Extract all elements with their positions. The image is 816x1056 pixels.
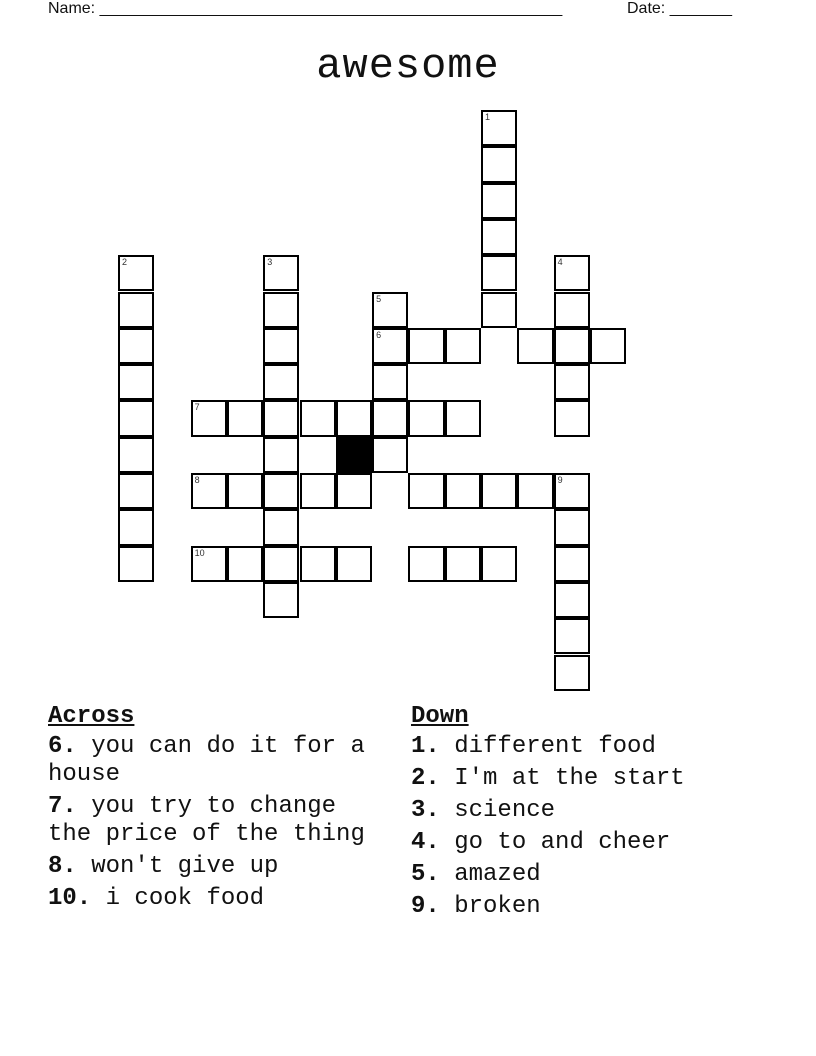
- grid-cell[interactable]: [554, 255, 590, 291]
- clue-number-label: 9: [557, 475, 563, 485]
- grid-cell[interactable]: [554, 364, 590, 400]
- grid-cell[interactable]: [554, 292, 590, 328]
- grid-cell[interactable]: [445, 328, 481, 364]
- grid-cell[interactable]: [300, 473, 336, 509]
- clue-number: 6.: [48, 733, 77, 760]
- down-clue-9: [411, 893, 771, 921]
- clue-number-label: 1: [485, 112, 491, 122]
- grid-cell[interactable]: [517, 328, 553, 364]
- clue-number-label: 2: [122, 257, 128, 268]
- grid-cell[interactable]: [408, 400, 444, 436]
- grid-cell[interactable]: [408, 473, 444, 509]
- clue-number: 10.: [48, 885, 92, 912]
- grid-cell[interactable]: [227, 546, 263, 582]
- clue-number: 1.: [411, 733, 440, 760]
- grid-cell[interactable]: [481, 473, 517, 509]
- grid-cell[interactable]: [554, 400, 590, 436]
- grid-cell[interactable]: [408, 328, 444, 364]
- down-clue-1: [411, 733, 771, 761]
- down-clue-2: [411, 765, 771, 793]
- across-clues: [48, 703, 393, 917]
- grid-cell[interactable]: [445, 400, 481, 436]
- grid-cell[interactable]: [263, 546, 299, 582]
- grid-cell[interactable]: [481, 183, 517, 219]
- clue-number: 4.: [411, 829, 440, 856]
- clue-number: 8.: [48, 853, 77, 880]
- grid-cell[interactable]: [408, 546, 444, 582]
- clue-text: I'm at the start: [454, 765, 685, 792]
- grid-cell[interactable]: [481, 146, 517, 182]
- grid-cell[interactable]: [336, 400, 372, 436]
- down-clues: [411, 703, 771, 925]
- down-clue-5: [411, 861, 771, 889]
- grid-cell[interactable]: [554, 328, 590, 364]
- clue-text: you try to change the price of the thing: [48, 793, 365, 848]
- grid-cell[interactable]: [481, 110, 517, 146]
- clue-text: i cook food: [105, 885, 265, 912]
- grid-cell[interactable]: [554, 582, 590, 618]
- clue-number: 2.: [411, 765, 440, 792]
- grid-cell[interactable]: [517, 473, 553, 509]
- across-clue-8: [48, 853, 393, 881]
- clue-number: 9.: [411, 893, 440, 920]
- grid-cell[interactable]: [263, 509, 299, 545]
- grid-cell[interactable]: [227, 400, 263, 436]
- grid-cell[interactable]: [118, 364, 154, 400]
- down-heading: Down: [411, 703, 469, 730]
- grid-cell[interactable]: [263, 255, 299, 291]
- grid-cell[interactable]: [118, 546, 154, 582]
- grid-cell[interactable]: [263, 328, 299, 364]
- grid-cell[interactable]: [118, 509, 154, 545]
- grid-cell[interactable]: [336, 473, 372, 509]
- name-line: Name: ____________________________________________________: [48, 0, 563, 17]
- page-title: awesome: [316, 42, 500, 90]
- clue-number: 3.: [411, 797, 440, 824]
- down-clue-3: [411, 797, 771, 825]
- clue-text: won't give up: [91, 853, 279, 880]
- grid-cell[interactable]: [300, 400, 336, 436]
- grid-cell[interactable]: [263, 364, 299, 400]
- clue-number: 5.: [411, 861, 440, 888]
- clue-number-label: 5: [376, 293, 382, 304]
- date-line: Date: _______: [627, 0, 732, 17]
- grid-cell[interactable]: [118, 400, 154, 436]
- grid-cell[interactable]: [300, 546, 336, 582]
- grid-cell[interactable]: [263, 473, 299, 509]
- grid-cell[interactable]: [263, 292, 299, 328]
- clue-number-label: 3: [267, 257, 273, 268]
- across-heading: Across: [48, 703, 135, 730]
- grid-cell[interactable]: [590, 328, 626, 364]
- grid-cell[interactable]: [118, 437, 154, 473]
- grid-cell[interactable]: [263, 400, 299, 436]
- grid-cell[interactable]: [191, 400, 227, 436]
- grid-cell[interactable]: [118, 473, 154, 509]
- clue-number-label: 7: [194, 402, 200, 413]
- grid-cell[interactable]: [445, 473, 481, 509]
- clue-text: science: [454, 797, 556, 824]
- grid-cell[interactable]: [372, 364, 408, 400]
- grid-cell[interactable]: [372, 292, 408, 328]
- grid-cell[interactable]: [336, 546, 372, 582]
- grid-cell[interactable]: [481, 546, 517, 582]
- clue-text: go to and cheer: [454, 829, 671, 856]
- across-clue-6: [48, 733, 393, 789]
- black-cell: [336, 437, 372, 473]
- grid-cell[interactable]: [118, 255, 154, 291]
- grid-cell[interactable]: [554, 546, 590, 582]
- clue-number-label: 8: [194, 475, 200, 485]
- grid-cell[interactable]: [554, 509, 590, 545]
- clue-number-label: 10: [194, 547, 205, 558]
- grid-cell[interactable]: [227, 473, 263, 509]
- grid-cell[interactable]: [554, 618, 590, 654]
- clue-number-label: 4: [557, 257, 563, 268]
- grid-cell[interactable]: [118, 292, 154, 328]
- clue-number: 7.: [48, 793, 77, 820]
- grid-cell[interactable]: [263, 582, 299, 618]
- clue-number-label: 6: [376, 329, 382, 340]
- grid-cell[interactable]: [445, 546, 481, 582]
- grid-cell[interactable]: [554, 655, 590, 691]
- grid-cell[interactable]: [481, 292, 517, 328]
- grid-cell[interactable]: [191, 473, 227, 509]
- across-clue-7: [48, 793, 393, 849]
- across-clue-10: [48, 885, 393, 913]
- grid-cell[interactable]: [554, 473, 590, 509]
- grid-cell[interactable]: [372, 328, 408, 364]
- clue-text: amazed: [454, 861, 541, 888]
- grid-cell[interactable]: [481, 219, 517, 255]
- grid-cell[interactable]: [372, 400, 408, 436]
- grid-cell[interactable]: [481, 255, 517, 291]
- grid-cell[interactable]: [372, 437, 408, 473]
- grid-cell[interactable]: [263, 437, 299, 473]
- clue-text: you can do it for a house: [48, 733, 365, 788]
- clue-text: broken: [454, 893, 541, 920]
- grid-cell[interactable]: [191, 546, 227, 582]
- grid-cell[interactable]: [118, 328, 154, 364]
- down-clue-4: [411, 829, 771, 857]
- clue-text: different food: [454, 733, 656, 760]
